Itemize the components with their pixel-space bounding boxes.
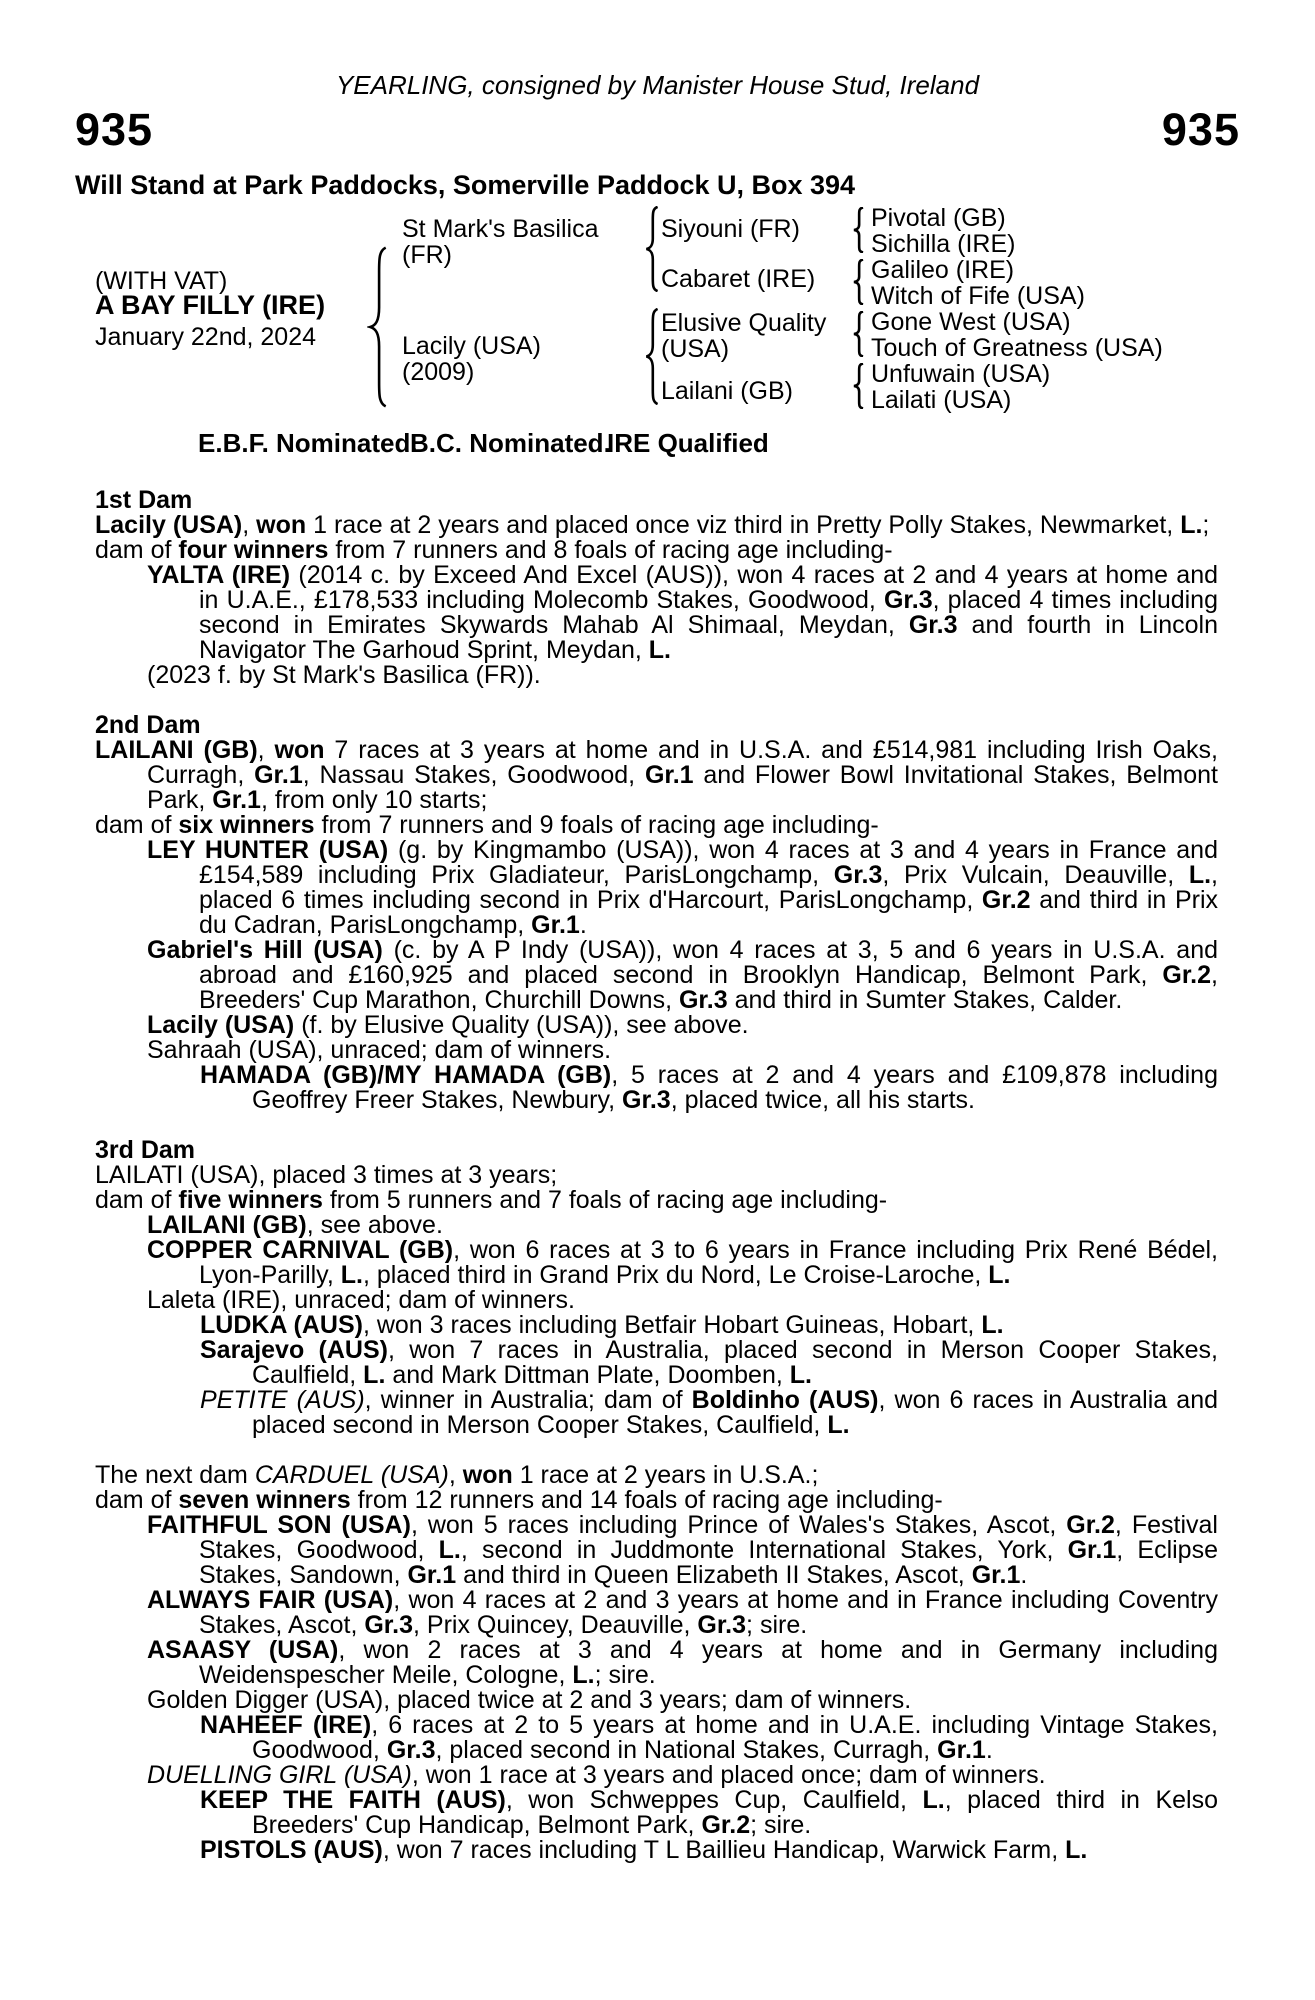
text-run: , 6 races at 2 to 5 years at home and in U.A.E. including Vintage Stakes, Goodwood, [252,1711,1219,1764]
text-run: Gr.2 [701,1811,751,1839]
catalogue-paragraph [95,1238,1218,1288]
catalogue-paragraph [95,1038,1218,1063]
text-run: , won 2 races at 3 and 4 years at home and in Germany including Weidenspescher Meile, Cologne, [199,1636,1218,1689]
text-run: from 5 runners and 7 foals of racing age including- [322,1186,888,1214]
text-run: , placed second in National Stakes, Curragh, [435,1736,938,1764]
catalogue-paragraph [95,1788,1218,1838]
ebf-nomination: E.B.F. Nominated. [198,428,418,458]
catalogue-paragraph [95,1638,1218,1688]
text-run: from 12 runners and 14 foals of racing age including- [350,1486,943,1514]
text-run: LEY HUNTER (USA) [147,836,389,864]
gen3-brace-3-icon [852,311,865,357]
text-run: 1 race at 2 years in U.S.A.; [512,1461,819,1489]
catalogue-paragraph [95,1688,1218,1713]
text-run: ASAASY (USA) [147,1636,339,1664]
section-heading: 1st Dam [95,486,193,514]
dam-name [402,333,541,385]
text-run: . [579,911,587,939]
text-run: ; sire. [594,1661,656,1689]
text-run: FAITHFUL SON (USA) [147,1511,411,1539]
gen3-brace-2-icon [852,259,865,305]
catalogue-paragraph [95,563,1218,663]
gen3-brace-4-icon [852,363,865,409]
text-run: , won 4 races at 2 and 3 years at home and in France including Coventry Stakes, Ascot, [199,1586,1218,1639]
text-run: , Festival Stakes, Goodwood, [199,1511,1218,1564]
text-run: LAILANI (GB) [95,736,258,764]
text-run: Gr.1 [644,761,694,789]
text-run: , won Schweppes Cup, Caulfield, [505,1786,923,1814]
text-run: NAHEEF (IRE) [200,1711,372,1739]
text-run: L. [363,1361,386,1389]
text-run: six winners [178,811,315,839]
catalogue-paragraph [95,1013,1218,1038]
text-run: seven winners [178,1486,351,1514]
bc-nomination: B.C. Nominated. [410,428,611,458]
text-run: L. [648,636,671,664]
text-run: Laleta (IRE), unraced; dam of winners. [147,1286,575,1314]
text-run: , Prix Vulcain, Deauville, [882,861,1189,889]
text-run: L. [1180,511,1203,539]
gen1-brace-icon [367,246,389,408]
text-run: Gr.1 [531,911,580,939]
text-run: L. [438,1536,461,1564]
text-run: , placed 6 times including second in Prix d'Harcourt, ParisLongchamp, [199,861,1218,914]
text-run: won [256,511,307,539]
text-run: and fourth in Lincoln Navigator The Garhoud Sprint, Meydan, [199,611,1219,664]
text-run: ; [1202,511,1210,539]
catalogue-paragraph [95,938,1218,1013]
catalogue-paragraph [95,1338,1218,1388]
text-run: and third in Queen Elizabeth II Stakes, Ascot, [456,1561,972,1589]
pedigree-table [95,200,1275,450]
dam-section [95,1463,1218,1863]
text-run: Gr.2 [1066,1511,1115,1539]
text-run: , won 1 race at 3 years and placed once; dam of winners. [411,1761,1046,1789]
text-run: L. [981,1311,1004,1339]
dam-pair-brace-icon [644,308,660,405]
catalogue-paragraph [95,663,1218,688]
text-run: L. [1188,861,1212,889]
text-run: PISTOLS (AUS) [200,1836,383,1864]
text-run: L. [827,1411,850,1439]
text-run: , won 3 races including Betfair Hobart Guineas, Hobart, [362,1311,982,1339]
text-run: . [1020,1561,1028,1589]
gen3-name-2: Sichilla (IRE) [871,230,1016,258]
dam-section [95,488,1218,688]
text-run: YALTA (IRE) [147,561,291,589]
text-run: Gabriel's Hill (USA) [147,936,383,964]
text-run: Golden Digger (USA), placed twice at 2 and 3 years; dam of winners. [147,1686,912,1714]
catalogue-paragraph [95,813,1218,838]
text-run: , placed third in Grand Prix du Nord, Le Croise-Laroche, [362,1261,989,1289]
text-run: L. [1065,1836,1088,1864]
text-run: Gr.3 [908,611,958,639]
text-run: L. [572,1661,595,1689]
text-run: from 7 runners and 9 foals of racing age including- [314,811,879,839]
subject-name: A BAY FILLY (IRE) [95,290,326,320]
text-run: PETITE (AUS) [200,1386,365,1414]
text-run: 7 races at 3 years at home and in U.S.A. and £514,981 including Irish Oaks, Curragh, [147,736,1218,789]
dam-dam-name: Lailani (GB) [661,377,793,405]
text-run: ALWAYS FAIR (USA) [147,1586,394,1614]
text-run: , second in Juddmonte International Stakes, York, [460,1536,1068,1564]
text-run: LUDKA (AUS) [200,1311,363,1339]
text-run: Gr.3 [883,586,933,614]
text-run: Gr.1 [212,786,261,814]
text-run: Boldinho (AUS) [691,1386,879,1414]
gen3-name-8: Lailati (USA) [871,386,1012,414]
text-run: , Breeders' Cup Marathon, Churchill Downs, [199,961,1218,1014]
text-run: Gr.3 [678,986,728,1014]
catalogue-paragraph [95,1063,1218,1113]
catalogue-paragraph [95,1588,1218,1638]
text-run: HAMADA (GB)/MY HAMADA (GB) [200,1061,612,1089]
text-run: , won 6 races in Australia and placed second in Merson Cooper Stakes, Caulfield, [252,1386,1219,1439]
text-run: dam of [95,536,179,564]
text-run: Gr.1 [254,761,303,789]
text-run: Gr.1 [1067,1536,1117,1564]
text-run: LAILANI (GB) [147,1211,307,1239]
text-run: and Mark Dittman Plate, Doomben, [385,1361,790,1389]
text-run: dam of [95,811,179,839]
text-run: The next dam [95,1461,255,1489]
text-run: Gr.3 [364,1611,414,1639]
text-run: (2023 f. by St Mark's Basilica (FR)). [147,661,541,689]
sire-dam-name: Cabaret (IRE) [661,265,816,293]
text-run: , won 6 races at 3 to 6 years in France including Prix René Bédel, Lyon-Parilly, [199,1236,1218,1289]
gen3-brace-1-icon [852,207,865,253]
dam-section [95,1138,1218,1438]
stand-location-line: Will Stand at Park Paddocks, Somerville Paddock U, Box 394 [75,170,856,200]
text-run: (f. by Elusive Quality (USA)), see above. [294,1011,749,1039]
text-run: Lacily (USA) [147,1011,295,1039]
text-run: dam of [95,1186,179,1214]
text-run: , Eclipse Stakes, Sandown, [199,1536,1218,1589]
text-run: , placed 4 times including second in Emirates Skywards Mahab Al Shimaal, Meydan, [199,586,1218,639]
catalogue-paragraph [95,838,1218,938]
gen3-name-1: Pivotal (GB) [871,204,1006,232]
catalogue-paragraph [95,1763,1218,1788]
catalogue-paragraph [95,1188,1218,1213]
vat-note: (WITH VAT) [95,267,228,295]
catalogue-paragraph [95,1513,1218,1588]
gen3-name-6: Touch of Greatness (USA) [871,334,1163,362]
text-run: L. [922,1786,945,1814]
section-heading: 2nd Dam [95,711,201,739]
text-run: , [448,1461,463,1489]
text-run: L. [789,1361,812,1389]
text-run: Gr.3 [833,861,883,889]
text-run: . [985,1736,993,1764]
sire-pair-brace-icon [644,206,660,292]
sire-name-line2: (FR) [402,241,452,269]
gen3-name-4: Witch of Fife (USA) [871,282,1085,310]
text-run: Gr.3 [386,1736,436,1764]
text-run: (c. by A P Indy (USA)), won 4 races at 3, 5 and 6 years in U.S.A. and abroad and £160,925 and placed second in Brooklyn Handicap, Belmont Park, [199,936,1219,989]
text-run: ; sire. [750,1811,812,1839]
text-run: won [274,736,325,764]
consignor-line: YEARLING, consigned by Manister House Stud, Ireland [335,70,980,100]
text-run: , see above. [306,1211,443,1239]
text-run: Gr.1 [971,1561,1021,1589]
catalogue-paragraph [95,1713,1218,1763]
text-run: , [257,736,275,764]
text-run: five winners [178,1186,323,1214]
dam-sire-name [661,310,826,362]
text-run: (2014 c. by Exceed And Excel (AUS)), won 4 races at 2 and 4 years at home and in U.A.E., £178,533 including Molecomb Stakes, Goodwood, [199,561,1218,614]
text-run: Sahraah (USA), unraced; dam of winners. [147,1036,612,1064]
dam-name-line1: Lacily (USA) [402,332,541,360]
catalogue-paragraph [95,738,1218,813]
text-run: , Prix Quincey, Deauville, [413,1611,698,1639]
catalogue-paragraph [95,1838,1218,1863]
gen3-name-5: Gone West (USA) [871,308,1071,336]
text-run: , from only 10 starts; [260,786,488,814]
text-run: LAILATI (USA), placed 3 times at 3 years; [95,1161,558,1189]
catalogue-paragraph [95,513,1218,538]
text-run: , placed third in Kelso Breeders' Cup Handicap, Belmont Park, [252,1786,1218,1839]
text-run: , won 5 races including Prince of Wales's Stakes, Ascot, [410,1511,1067,1539]
text-run: L. [340,1261,363,1289]
text-run: , won 7 races in Australia, placed second in Merson Cooper Stakes, Caulfield, [252,1336,1218,1389]
text-run: COPPER CARNIVAL (GB) [147,1236,454,1264]
ire-qualified: IRE Qualified [607,428,769,458]
text-run: , [242,511,257,539]
gen3-name-3: Galileo (IRE) [871,256,1015,284]
text-run: from 7 runners and 8 foals of racing age including- [328,536,893,564]
text-run: L. [988,1261,1011,1289]
text-run: and third in Prix du Cadran, ParisLongchamp, [199,886,1218,939]
text-run: , 5 races at 2 and 4 years and £109,878 including Geoffrey Freer Stakes, Newbury, [252,1061,1218,1114]
dam-section [95,713,1218,1113]
lot-number-right: 935 [1161,104,1240,155]
lot-number-left: 935 [75,104,154,155]
text-run: Gr.2 [1162,961,1212,989]
text-run: dam of [95,1486,179,1514]
dam-sire-line1: Elusive Quality [661,309,827,337]
catalogue-paragraph [95,538,1218,563]
text-run: Sarajevo (AUS) [200,1336,388,1364]
text-run: won [462,1461,513,1489]
text-run: and Flower Bowl Invitational Stakes, Belmont Park, [147,761,1218,814]
catalogue-paragraph [95,1163,1218,1188]
sire-name-line1: St Mark's Basilica [402,215,599,243]
text-run: Lacily (USA) [95,511,243,539]
text-run: four winners [178,536,329,564]
sire-sire-name: Siyouni (FR) [661,215,800,243]
dam-name-line2: (2009) [402,358,475,386]
catalogue-paragraph [95,1288,1218,1313]
catalogue-paragraph [95,1463,1218,1488]
text-run: 1 race at 2 years and placed once viz third in Pretty Polly Stakes, Newmarket, [306,511,1181,539]
dam-sire-line2: (USA) [661,335,730,363]
catalogue-paragraph [95,1488,1218,1513]
text-run: , placed twice, all his starts. [670,1086,975,1114]
text-run: Gr.3 [622,1086,671,1114]
text-run: (g. by Kingmambo (USA)), won 4 races at 3 and 4 years in France and £154,589 including Prix Gladiateur, ParisLongchamp, [199,836,1218,889]
catalogue-paragraph [95,1213,1218,1238]
text-run: Gr.1 [937,1736,986,1764]
text-run: , winner in Australia; dam of [364,1386,692,1414]
catalogue-sections [95,488,1218,1863]
sire-name [402,216,598,268]
foaling-date: January 22nd, 2024 [95,323,317,351]
text-run: and third in Sumter Stakes, Calder. [727,986,1123,1014]
text-run: , Nassau Stakes, Goodwood, [302,761,645,789]
catalogue-paragraph [95,1313,1218,1338]
text-run: , won 7 races including T L Baillieu Handicap, Warwick Farm, [382,1836,1066,1864]
text-run: Gr.3 [697,1611,747,1639]
text-run: KEEP THE FAITH (AUS) [200,1786,506,1814]
gen3-name-7: Unfuwain (USA) [871,360,1051,388]
text-run: CARDUEL (USA) [254,1461,449,1489]
text-run: DUELLING GIRL (USA) [147,1761,412,1789]
section-heading: 3rd Dam [95,1136,196,1164]
text-run: ; sire. [746,1611,808,1639]
text-run: Gr.2 [981,886,1031,914]
text-run: Gr.1 [407,1561,457,1589]
catalogue-paragraph [95,1388,1218,1438]
